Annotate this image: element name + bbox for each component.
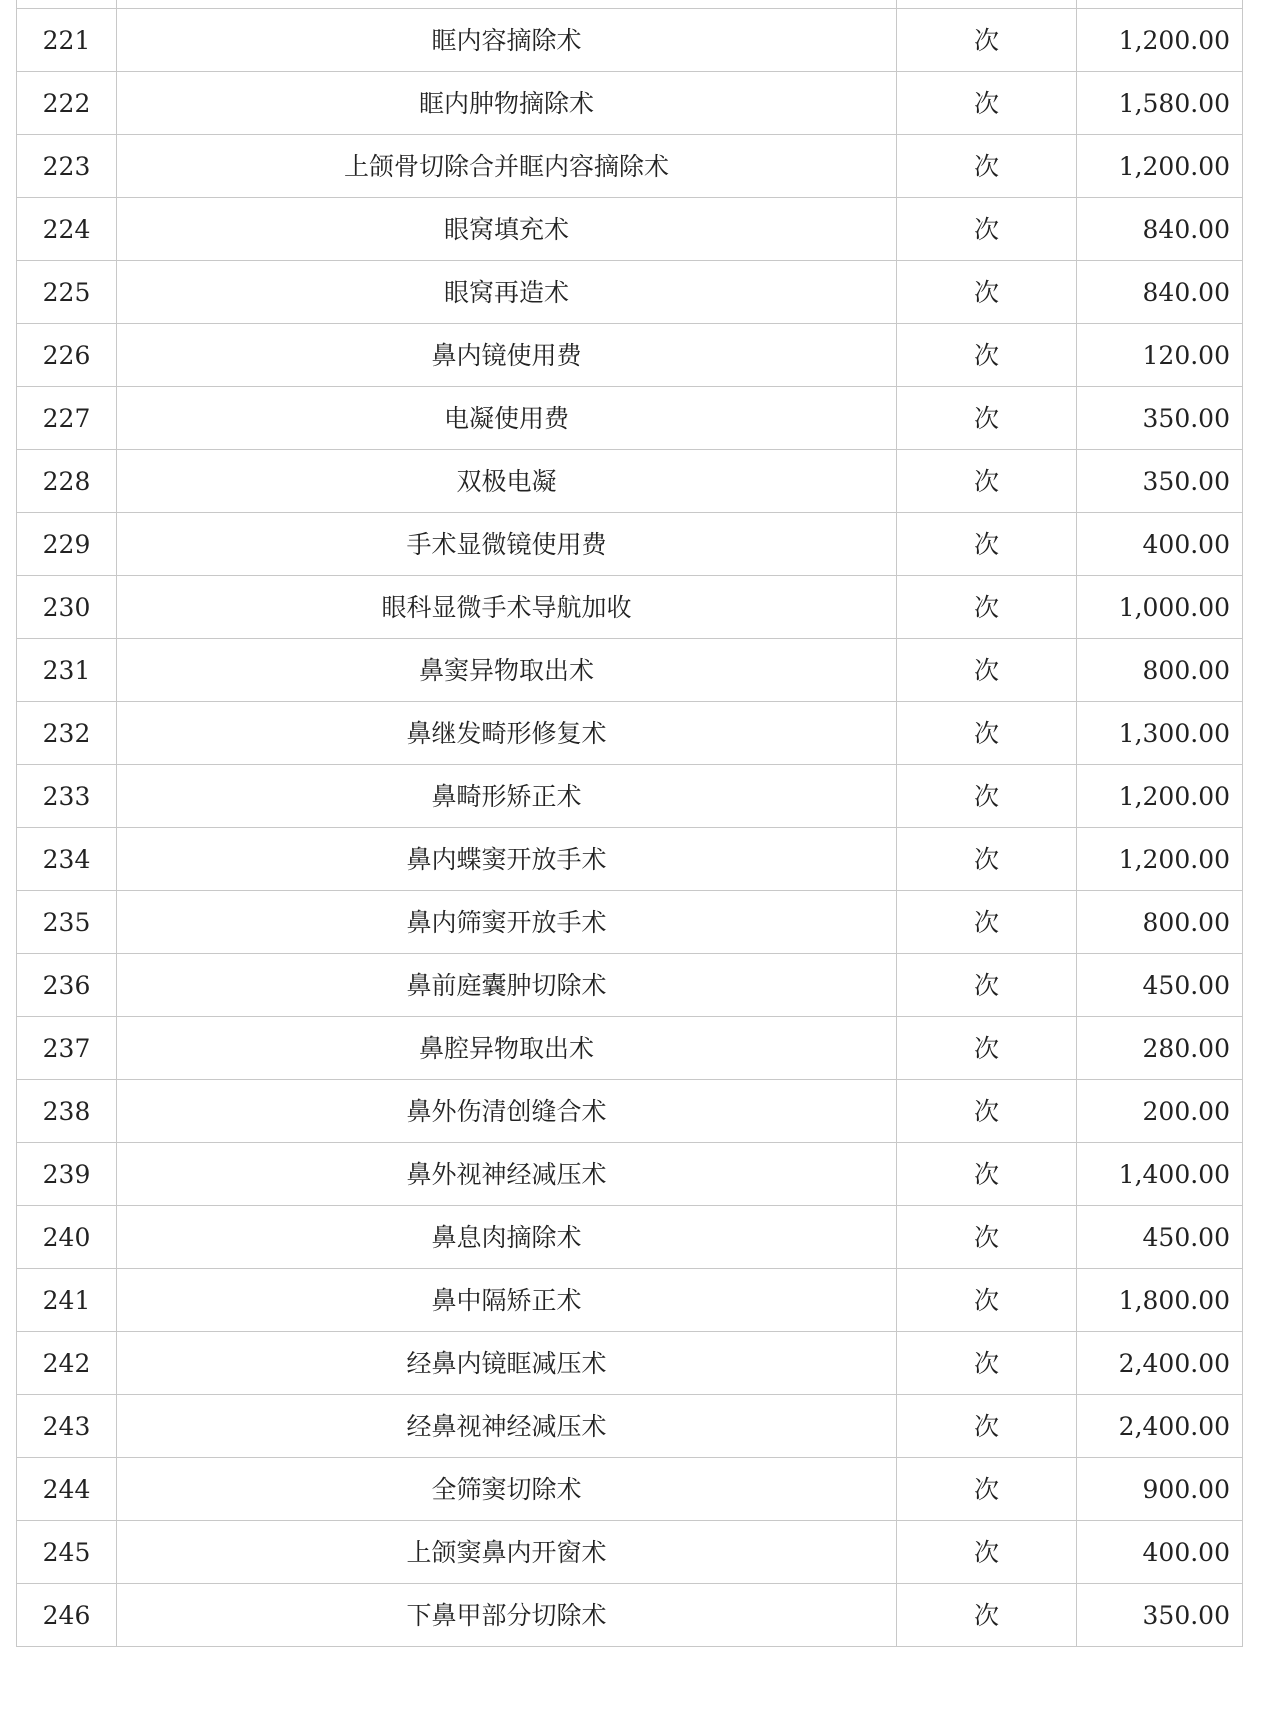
item-number-cell: 239 (17, 1143, 117, 1206)
table-row (17, 513, 1243, 576)
item-number-cell: 241 (17, 1269, 117, 1332)
item-price-cell: 900.00 (1077, 1458, 1243, 1521)
item-unit-cell: 次 (897, 1143, 1077, 1206)
item-price-cell: 350.00 (1077, 387, 1243, 450)
item-name-cell: 鼻前庭囊肿切除术 (117, 954, 897, 1017)
table-row (17, 1206, 1243, 1269)
item-unit-cell: 次 (897, 1458, 1077, 1521)
item-unit-cell: 次 (897, 1080, 1077, 1143)
item-number-cell: 231 (17, 639, 117, 702)
fee-table (16, 0, 1243, 1647)
table-row (17, 387, 1243, 450)
item-number-cell: 224 (17, 198, 117, 261)
table-row (17, 324, 1243, 387)
table-row (17, 198, 1243, 261)
item-number-cell: 236 (17, 954, 117, 1017)
table-row (17, 891, 1243, 954)
item-price-cell (1077, 0, 1243, 9)
table-row (17, 702, 1243, 765)
item-unit-cell: 次 (897, 639, 1077, 702)
item-price-cell: 450.00 (1077, 1206, 1243, 1269)
table-row (17, 954, 1243, 1017)
item-number-cell: 237 (17, 1017, 117, 1080)
item-number-cell: 234 (17, 828, 117, 891)
item-name-cell: 眼窝再造术 (117, 261, 897, 324)
item-price-cell: 1,400.00 (1077, 1143, 1243, 1206)
table-row (17, 450, 1243, 513)
item-price-cell: 350.00 (1077, 1584, 1243, 1647)
item-number-cell: 244 (17, 1458, 117, 1521)
item-price-cell: 1,200.00 (1077, 135, 1243, 198)
item-price-cell: 1,800.00 (1077, 1269, 1243, 1332)
item-price-cell: 2,400.00 (1077, 1395, 1243, 1458)
table-row (17, 576, 1243, 639)
table-row (17, 1584, 1243, 1647)
table-row (17, 1080, 1243, 1143)
item-unit-cell: 次 (897, 1584, 1077, 1647)
item-price-cell: 800.00 (1077, 639, 1243, 702)
item-unit-cell: 次 (897, 72, 1077, 135)
item-number-cell: 229 (17, 513, 117, 576)
item-number-cell: 245 (17, 1521, 117, 1584)
item-unit-cell: 次 (897, 324, 1077, 387)
fee-table-body (17, 0, 1243, 1647)
item-unit-cell (897, 0, 1077, 9)
item-price-cell: 400.00 (1077, 1521, 1243, 1584)
item-number-cell: 225 (17, 261, 117, 324)
item-number-cell: 243 (17, 1395, 117, 1458)
item-unit-cell: 次 (897, 1017, 1077, 1080)
item-name-cell: 鼻内镜使用费 (117, 324, 897, 387)
item-name-cell: 鼻中隔矫正术 (117, 1269, 897, 1332)
item-unit-cell: 次 (897, 702, 1077, 765)
item-unit-cell: 次 (897, 198, 1077, 261)
item-name-cell: 鼻畸形矫正术 (117, 765, 897, 828)
item-name-cell: 鼻继发畸形修复术 (117, 702, 897, 765)
item-name-cell: 下鼻甲部分切除术 (117, 1584, 897, 1647)
item-unit-cell: 次 (897, 576, 1077, 639)
item-price-cell: 280.00 (1077, 1017, 1243, 1080)
item-number-cell: 221 (17, 9, 117, 72)
item-name-cell: 经鼻内镜眶减压术 (117, 1332, 897, 1395)
item-unit-cell: 次 (897, 450, 1077, 513)
table-row (17, 9, 1243, 72)
item-unit-cell: 次 (897, 1521, 1077, 1584)
table-row (17, 1269, 1243, 1332)
item-number-cell: 235 (17, 891, 117, 954)
item-name-cell: 鼻外视神经减压术 (117, 1143, 897, 1206)
item-price-cell: 200.00 (1077, 1080, 1243, 1143)
item-number-cell: 233 (17, 765, 117, 828)
item-price-cell: 350.00 (1077, 450, 1243, 513)
item-name-cell: 鼻息肉摘除术 (117, 1206, 897, 1269)
item-number-cell: 223 (17, 135, 117, 198)
item-price-cell: 1,200.00 (1077, 765, 1243, 828)
item-number-cell: 242 (17, 1332, 117, 1395)
table-row (17, 261, 1243, 324)
item-name-cell: 鼻内筛窦开放手术 (117, 891, 897, 954)
item-unit-cell: 次 (897, 1269, 1077, 1332)
item-name-cell: 鼻腔异物取出术 (117, 1017, 897, 1080)
item-unit-cell: 次 (897, 1395, 1077, 1458)
item-number-cell: 246 (17, 1584, 117, 1647)
item-name-cell: 鼻外伤清创缝合术 (117, 1080, 897, 1143)
table-row (17, 1143, 1243, 1206)
item-unit-cell: 次 (897, 1206, 1077, 1269)
item-unit-cell: 次 (897, 261, 1077, 324)
item-number-cell: 232 (17, 702, 117, 765)
item-name-cell: 双极电凝 (117, 450, 897, 513)
item-unit-cell: 次 (897, 765, 1077, 828)
item-price-cell: 840.00 (1077, 261, 1243, 324)
table-row (17, 1458, 1243, 1521)
item-number-cell: 228 (17, 450, 117, 513)
item-name-cell: 全筛窦切除术 (117, 1458, 897, 1521)
item-unit-cell: 次 (897, 9, 1077, 72)
table-row (17, 135, 1243, 198)
item-price-cell: 840.00 (1077, 198, 1243, 261)
item-name-cell (117, 0, 897, 9)
table-row (17, 1521, 1243, 1584)
item-name-cell: 上颌骨切除合并眶内容摘除术 (117, 135, 897, 198)
item-price-cell: 800.00 (1077, 891, 1243, 954)
item-name-cell: 上颌窦鼻内开窗术 (117, 1521, 897, 1584)
item-price-cell: 1,200.00 (1077, 9, 1243, 72)
item-price-cell: 2,400.00 (1077, 1332, 1243, 1395)
item-price-cell: 120.00 (1077, 324, 1243, 387)
item-unit-cell: 次 (897, 513, 1077, 576)
table-row (17, 828, 1243, 891)
table-row (17, 1332, 1243, 1395)
item-name-cell: 经鼻视神经减压术 (117, 1395, 897, 1458)
table-row (17, 639, 1243, 702)
item-number-cell: 227 (17, 387, 117, 450)
item-number-cell: 240 (17, 1206, 117, 1269)
item-number-cell: 226 (17, 324, 117, 387)
item-name-cell: 眶内肿物摘除术 (117, 72, 897, 135)
item-price-cell: 450.00 (1077, 954, 1243, 1017)
item-number-cell (17, 0, 117, 9)
item-name-cell: 眶内容摘除术 (117, 9, 897, 72)
table-row (17, 1017, 1243, 1080)
item-name-cell: 电凝使用费 (117, 387, 897, 450)
table-row (17, 1395, 1243, 1458)
item-name-cell: 手术显微镜使用费 (117, 513, 897, 576)
item-number-cell: 238 (17, 1080, 117, 1143)
item-unit-cell: 次 (897, 891, 1077, 954)
item-price-cell: 1,580.00 (1077, 72, 1243, 135)
item-number-cell: 222 (17, 72, 117, 135)
item-unit-cell: 次 (897, 954, 1077, 1017)
table-row (17, 765, 1243, 828)
item-price-cell: 1,000.00 (1077, 576, 1243, 639)
item-unit-cell: 次 (897, 828, 1077, 891)
item-name-cell: 眼窝填充术 (117, 198, 897, 261)
item-name-cell: 鼻内蝶窦开放手术 (117, 828, 897, 891)
item-unit-cell: 次 (897, 135, 1077, 198)
table-row (17, 0, 1243, 9)
item-number-cell: 230 (17, 576, 117, 639)
item-name-cell: 鼻窦异物取出术 (117, 639, 897, 702)
item-price-cell: 400.00 (1077, 513, 1243, 576)
item-price-cell: 1,300.00 (1077, 702, 1243, 765)
table-row (17, 72, 1243, 135)
item-price-cell: 1,200.00 (1077, 828, 1243, 891)
item-name-cell: 眼科显微手术导航加收 (117, 576, 897, 639)
item-unit-cell: 次 (897, 1332, 1077, 1395)
item-unit-cell: 次 (897, 387, 1077, 450)
